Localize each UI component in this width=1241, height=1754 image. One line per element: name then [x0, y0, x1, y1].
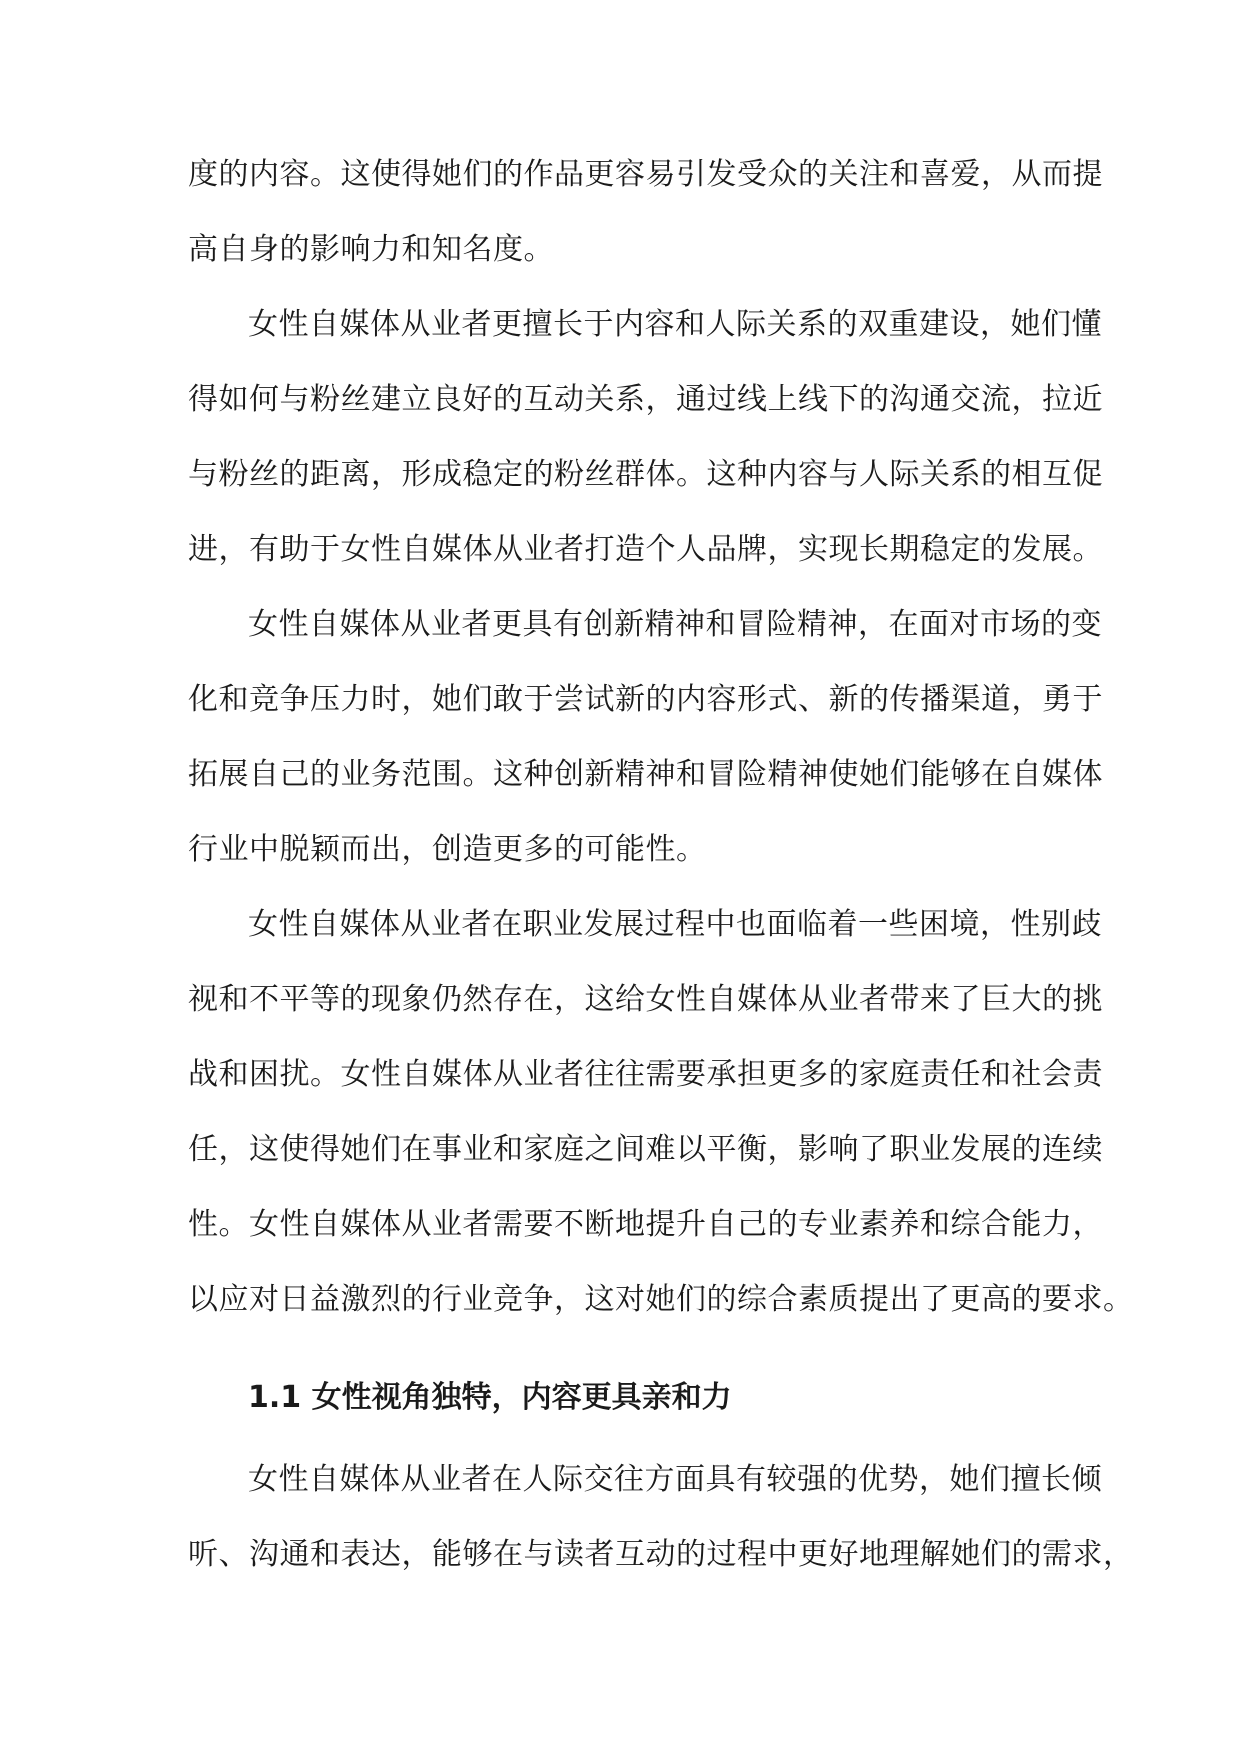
paragraph-line: 进，有助于女性自媒体从业者打造个人品牌，实现长期稳定的发展。 [188, 532, 1103, 567]
paragraph-innovation [188, 587, 1103, 887]
paragraph-line: 听、沟通和表达，能够在与读者互动的过程中更好地理解她们的需求， [188, 1537, 1134, 1572]
paragraph-content-and-relations [188, 287, 1103, 587]
paragraph-line: 与粉丝的距离，形成稳定的粉丝群体。这种内容与人际关系的相互促 [188, 457, 1103, 492]
paragraph-line: 任，这使得她们在事业和家庭之间难以平衡，影响了职业发展的连续 [188, 1132, 1103, 1167]
paragraph-line: 性。女性自媒体从业者需要不断地提升自己的专业素养和综合能力， [188, 1207, 1103, 1242]
paragraph-line: 行业中脱颖而出，创造更多的可能性。 [188, 832, 707, 867]
paragraph-continuation [188, 137, 1103, 287]
paragraph-line: 以应对日益激烈的行业竞争，这对她们的综合素质提出了更高的要求。 [188, 1282, 1134, 1317]
paragraph-line: 女性自媒体从业者在职业发展过程中也面临着一些困境，性别歧 [248, 907, 1102, 942]
paragraph-interpersonal [188, 1442, 1134, 1592]
paragraph-line: 化和竞争压力时，她们敢于尝试新的内容形式、新的传播渠道，勇于 [188, 682, 1103, 717]
paragraph-difficulties [188, 887, 1134, 1337]
paragraph-line: 视和不平等的现象仍然存在，这给女性自媒体从业者带来了巨大的挑 [188, 982, 1103, 1017]
paragraph-line: 女性自媒体从业者在人际交往方面具有较强的优势，她们擅长倾 [248, 1462, 1102, 1497]
document-body [188, 137, 1134, 1592]
section-heading: 1.1 女性视角独特，内容更具亲和力 [248, 1380, 732, 1415]
paragraph-line: 得如何与粉丝建立良好的互动关系，通过线上线下的沟通交流，拉近 [188, 382, 1103, 417]
paragraph-line: 女性自媒体从业者更具有创新精神和冒险精神，在面对市场的变 [248, 607, 1102, 642]
paragraph-line: 战和困扰。女性自媒体从业者往往需要承担更多的家庭责任和社会责 [188, 1057, 1103, 1092]
paragraph-line: 高自身的影响力和知名度。 [188, 232, 554, 267]
paragraph-line: 拓展自己的业务范围。这种创新精神和冒险精神使她们能够在自媒体 [188, 757, 1103, 792]
paragraph-line: 度的内容。这使得她们的作品更容易引发受众的关注和喜爱，从而提 [188, 157, 1103, 192]
paragraph-line: 女性自媒体从业者更擅长于内容和人际关系的双重建设，她们懂 [248, 307, 1102, 342]
